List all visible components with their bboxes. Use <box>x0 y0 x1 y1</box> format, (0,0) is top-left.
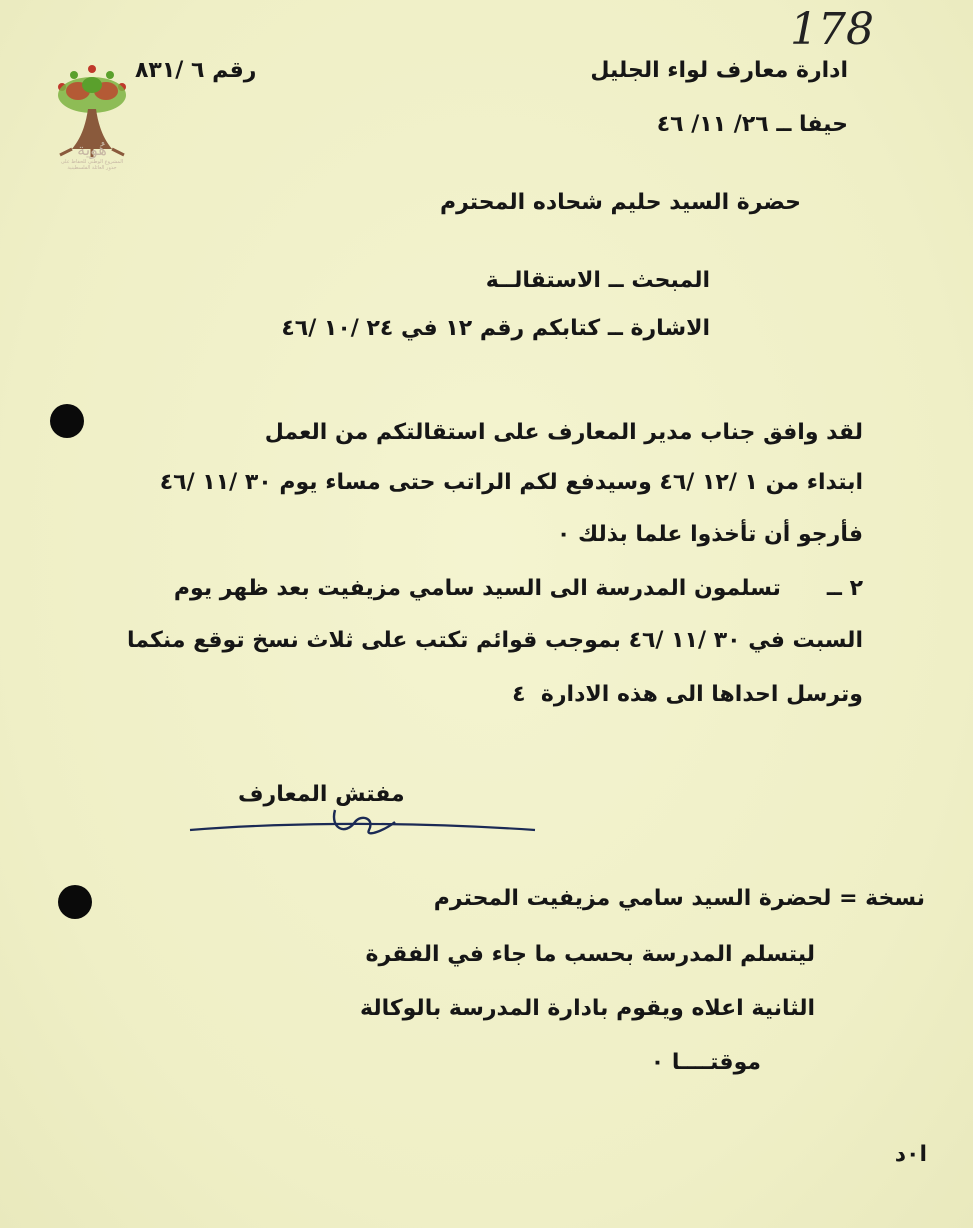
punch-hole-top <box>50 404 84 438</box>
body-line-5: السبت في ٣٠ /١١ /٤٦ بموجب قوائم تكتب على ثلاث نسخ توقع منكما <box>127 628 863 653</box>
punch-hole-bottom <box>58 885 92 919</box>
copy-line-3: الثانية اعلاه ويقوم بادارة المدرسة بالوكالة <box>359 996 815 1021</box>
body-line-3: فأرجو أن تأخذوا علما بذلك ٠ <box>556 522 863 547</box>
footer-initials: ا٠د <box>894 1142 927 1167</box>
logo-text <box>46 140 138 171</box>
header-office: ادارة معارف لواء الجليل <box>590 58 848 83</box>
body-line-4: ٢ ــ تسلمون المدرسة الى السيد سامي مزيفيت بعد ظهر يوم <box>173 576 863 601</box>
logo-tagline-2: جذور العائلة الفلسطينية <box>67 165 117 171</box>
signature-scribble <box>185 800 545 850</box>
body-line-1: لقد وافق جناب مدير المعارف على استقالتكم من العمل <box>264 420 863 445</box>
signature-title: مفتش المعارف <box>238 782 405 807</box>
logo-tagline-1: المشروع الوطني للحفاظ على <box>60 159 124 165</box>
handwritten-number: 178 <box>790 4 874 55</box>
copy-line-1: نسخة = لحضرة السيد سامي مزيفيت المحترم <box>433 886 925 911</box>
logo-tree-icon <box>52 36 132 196</box>
reference: الاشارة ــ كتابكم رقم ١٢ في ٢٤ /١٠ /٤٦ <box>281 316 710 341</box>
copy-line-2: ليتسلم المدرسة بحسب ما جاء في الفقرة <box>365 942 815 967</box>
header-ref-number: رقم ٦ /٨٣١ <box>135 58 257 83</box>
addressee: حضرة السيد حليم شحاده المحترم <box>439 190 801 215</box>
header-place-date: حيفا ــ ٢٦/ ١١/ ٤٦ <box>656 112 848 137</box>
copy-line-4: موقتــــا ٠ <box>650 1050 761 1075</box>
body-line-6: وترسل احداها الى هذه الادارة ٤ <box>512 682 863 707</box>
body-line-2: ابتداء من ١ /١٢ /٤٦ وسيدفع لكم الراتب حتى مساء يوم ٣٠ /١١ /٤٦ <box>159 470 863 495</box>
logo-name: هُوية <box>77 140 107 159</box>
subject: المبحث ــ الاستقالــة <box>485 268 710 293</box>
